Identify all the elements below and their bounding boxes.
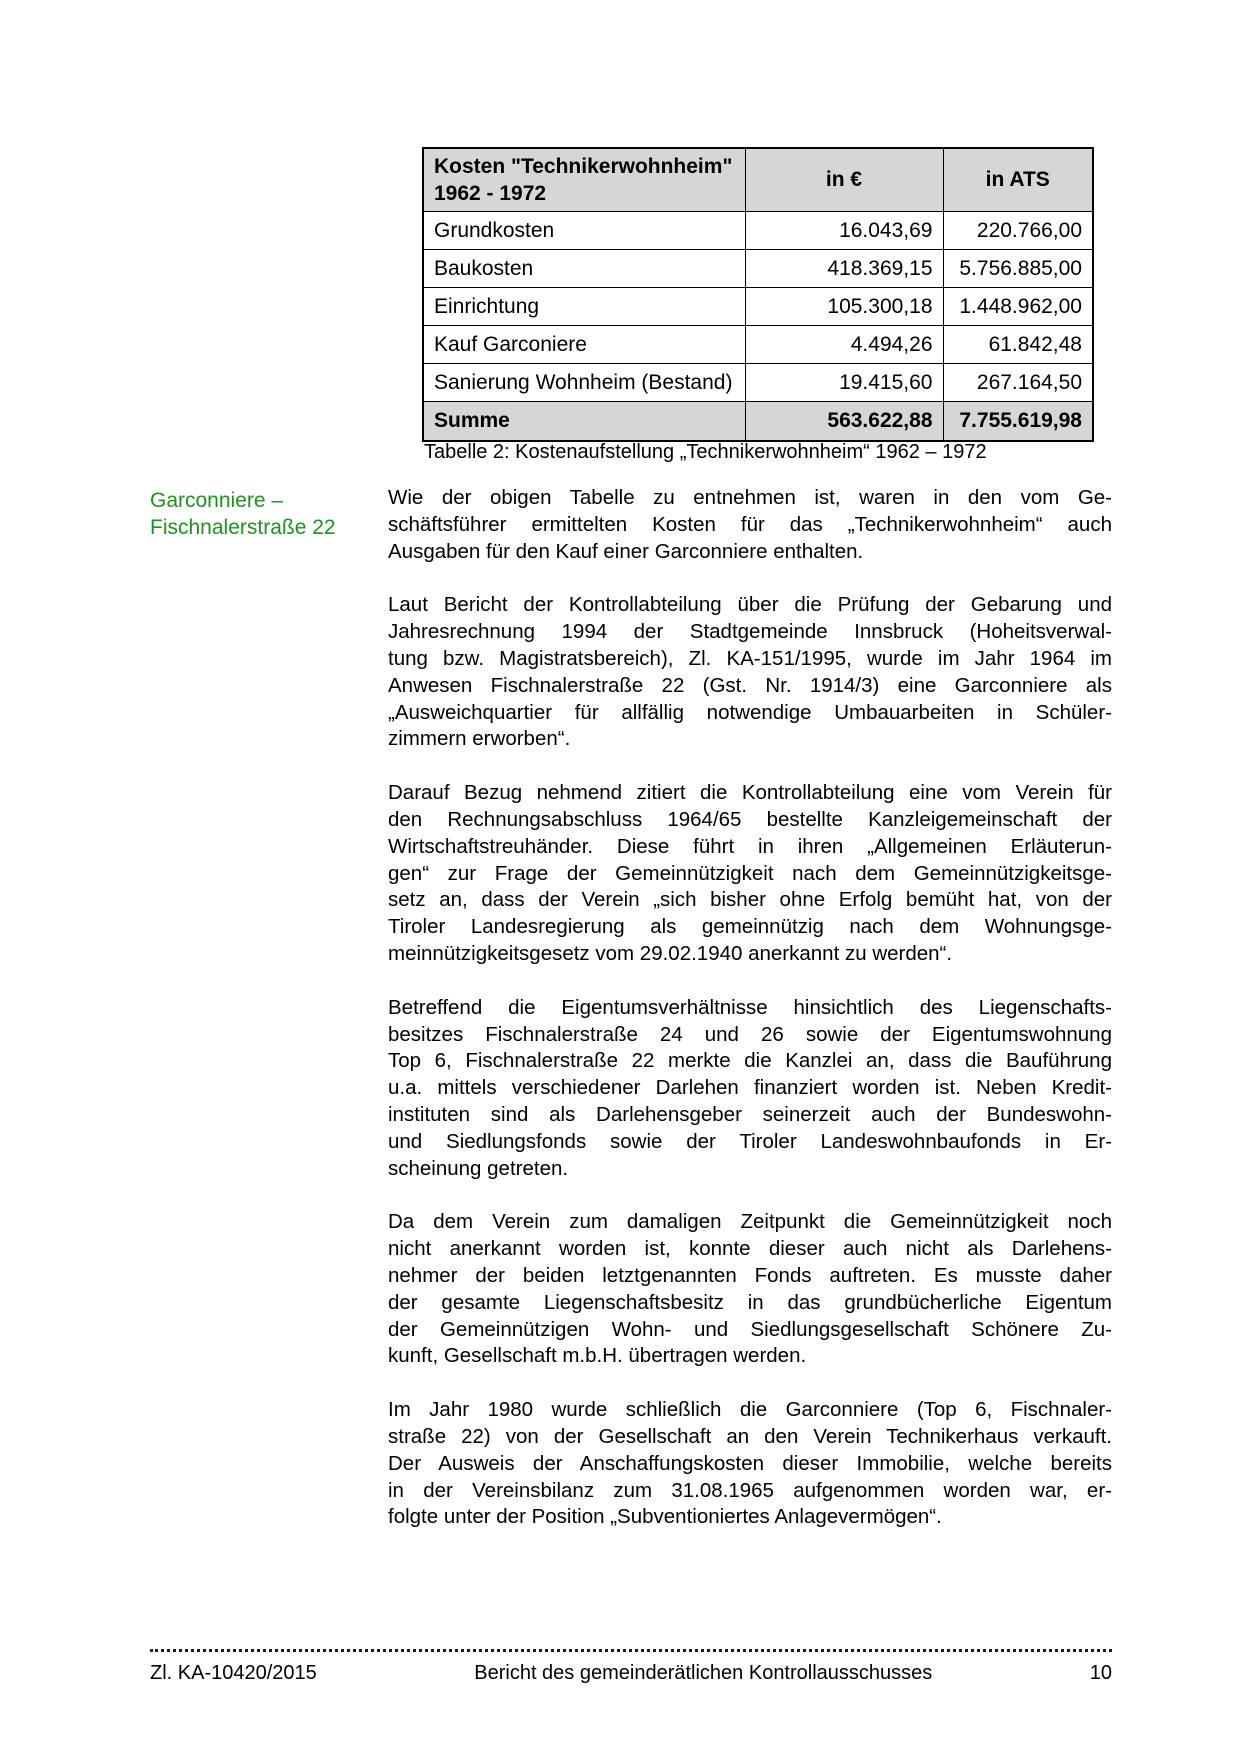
row-label: Sanierung Wohnheim (Bestand) [423, 364, 745, 402]
text-line: Ausgaben für den Kauf einer Garconniere enthalten. [388, 539, 864, 563]
text-line: Top 6, Fischnalerstraße 22 merkte die Kanzlei an, dass die Bauführung [388, 1049, 1112, 1073]
text-line: Wie der obigen Tabelle zu entnehmen ist, waren in den vom Ge- [388, 486, 1112, 509]
text-line: Da dem Verein zum damaligen Zeitpunkt die Gemeinnützigkeit noch [388, 1210, 1112, 1234]
text-line: meinnützigkeitsgesetz vom 29.02.1940 anerkannt zu werden“. [388, 941, 953, 965]
table-row [423, 250, 1093, 288]
text-line: zimmern erworben“. [388, 727, 571, 751]
text-line: straße 22) von der Gesellschaft an den Verein Technikerhaus verkauft. [388, 1424, 1112, 1448]
text-line: Tiroler Landesregierung als gemeinnützig nach dem Wohnungsge- [388, 915, 1112, 939]
footer-title: Bericht des gemeinderätlichen Kontrollausschusses [474, 1662, 933, 1684]
table-caption: Tabelle 2: Kostenaufstellung „Technikerwohnheim“ 1962 – 1972 [424, 441, 987, 463]
text-line: Wirtschaftstreuhänder. Diese führt in ihren „Allgemeinen Erläuterun- [388, 834, 1112, 858]
text-line: folgte unter der Position „Subventioniertes Anlagevermögen“. [388, 1505, 942, 1529]
table-title-line1: Kosten "Technikerwohnheim" [434, 155, 733, 178]
table-row [423, 288, 1093, 326]
column-header-eur: in € [745, 148, 943, 212]
column-header-ats: in ATS [943, 148, 1093, 212]
text-line: Anwesen Fischnalerstraße 22 (Gst. Nr. 1914/3) eine Garconniere als [388, 673, 1112, 697]
row-ats: 267.164,50 [943, 364, 1093, 402]
row-eur: 105.300,18 [745, 288, 943, 326]
page-footer [150, 1662, 1112, 1685]
margin-note [150, 487, 336, 541]
cost-table-header [423, 148, 1093, 212]
text-line: der gesamte Liegenschaftsbesitz in das grundbücherliche Eigentum [388, 1290, 1112, 1314]
row-label: Einrichtung [423, 288, 745, 326]
table-row [423, 326, 1093, 364]
paragraph [388, 1209, 1112, 1370]
text-line: und Siedlungsfonds sowie der Tiroler Landeswohnbaufonds in Er- [388, 1129, 1112, 1153]
row-ats: 220.766,00 [943, 212, 1093, 250]
footer-reference: Zl. KA-10420/2015 [150, 1662, 317, 1684]
row-ats: 61.842,48 [943, 326, 1093, 364]
text-line: nehmer der beiden letztgenannten Fonds auftreten. Es musste daher [388, 1263, 1112, 1287]
row-label: Grundkosten [423, 212, 745, 250]
cost-table [422, 147, 1094, 442]
paragraph [388, 780, 1112, 968]
text-line: Darauf Bezug nehmend zitiert die Kontrollabteilung eine vom Verein für [388, 781, 1112, 805]
row-eur: 418.369,15 [745, 250, 943, 288]
text-line: der Gemeinnützigen Wohn- und Siedlungsgesellschaft Schönere Zu- [388, 1317, 1112, 1341]
text-line: setz an, dass der Verein „sich bisher ohne Erfolg bemüht hat, von der [388, 888, 1112, 912]
margin-note-line1: Garconniere – [150, 489, 284, 512]
text-line: scheinung getreten. [388, 1156, 569, 1180]
text-line: u.a. mittels verschiedener Darlehen finanziert worden ist. Neben Kredit- [388, 1076, 1112, 1100]
table-total-row [423, 402, 1093, 442]
table-title-line2: 1962 - 1972 [434, 182, 547, 205]
row-label: Kauf Garconiere [423, 326, 745, 364]
paragraph [388, 592, 1112, 753]
text-line: in der Vereinsbilanz zum 31.08.1965 aufgenommen worden war, er- [388, 1478, 1112, 1502]
paragraph [388, 995, 1112, 1183]
total-ats: 7.755.619,98 [943, 402, 1093, 442]
text-line: Der Ausweis der Anschaffungskosten dieser Immobilie, welche bereits [388, 1451, 1112, 1475]
text-line: „Ausweichquartier für allfällig notwendige Umbauarbeiten in Schüler- [388, 700, 1112, 724]
cost-table-body [423, 212, 1093, 402]
text-line: nicht anerkannt worden ist, konnte dieser auch nicht als Darlehens- [388, 1237, 1112, 1261]
total-eur: 563.622,88 [745, 402, 943, 442]
text-line: schäftsführer ermittelten Kosten für das „Technikerwohnheim“ auch [388, 512, 1112, 536]
text-line: kunft, Gesellschaft m.b.H. übertragen werden. [388, 1344, 807, 1368]
text-line: instituten sind als Darlehensgeber seinerzeit auch der Bundeswohn- [388, 1102, 1112, 1126]
row-ats: 5.756.885,00 [943, 250, 1093, 288]
margin-note-line2: Fischnalerstraße 22 [150, 516, 336, 539]
body-text-column [388, 485, 1112, 1558]
table-row [423, 364, 1093, 402]
text-line: Jahresrechnung 1994 der Stadtgemeinde Innsbruck (Hoheitsverwal- [388, 620, 1112, 644]
text-line: Laut Bericht der Kontrollabteilung über die Prüfung der Gebarung und [388, 593, 1112, 617]
table-row [423, 212, 1093, 250]
row-eur: 16.043,69 [745, 212, 943, 250]
paragraph [388, 485, 1112, 565]
text-line: den Rechnungsabschluss 1964/65 bestellte Kanzleigemeinschaft der [388, 807, 1112, 831]
row-ats: 1.448.962,00 [943, 288, 1093, 326]
paragraph [388, 1397, 1112, 1531]
row-eur: 4.494,26 [745, 326, 943, 364]
text-line: besitzes Fischnalerstraße 24 und 26 sowie der Eigentumswohnung [388, 1022, 1112, 1046]
text-line: Betreffend die Eigentumsverhältnisse hinsichtlich des Liegenschafts- [388, 995, 1112, 1019]
footer-page-number: 10 [1089, 1662, 1112, 1684]
text-line: Im Jahr 1980 wurde schließlich die Garconniere (Top 6, Fischnaler- [388, 1398, 1112, 1422]
row-label: Baukosten [423, 250, 745, 288]
text-line: tung bzw. Magistratsbereich), Zl. KA-151/1995, wurde im Jahr 1964 im [388, 646, 1112, 670]
table-title-cell [423, 148, 745, 212]
total-label: Summe [423, 402, 745, 442]
text-line: gen“ zur Frage der Gemeinnützigkeit nach dem Gemeinnützigkeitsge- [388, 861, 1112, 885]
row-eur: 19.415,60 [745, 364, 943, 402]
footer-divider [150, 1649, 1112, 1652]
